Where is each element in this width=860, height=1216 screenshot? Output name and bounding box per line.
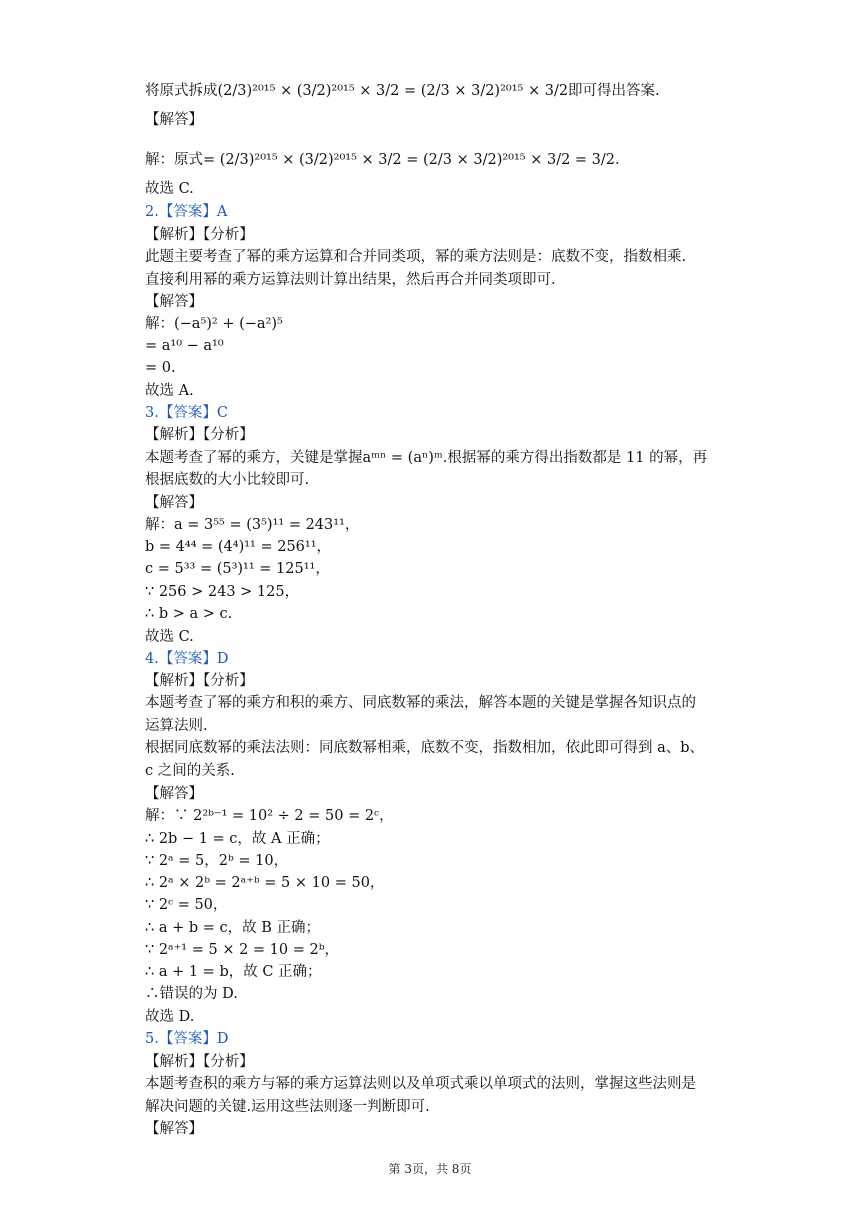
text-line: 【解答】 (145, 294, 203, 310)
text-line: 将原式拆成(2/3)²⁰¹⁵ × (3/2)²⁰¹⁵ × 3/2 = (2/3 × 3/2)²⁰¹⁵ × 3/2即可得出答案. (145, 83, 660, 99)
text-line: 解决问题的关键.运用这些法则逐一判断即可. (145, 1099, 430, 1115)
text-line: 本题考查了幂的乘方和积的乘方、同底数幂的乘法，解答本题的关键是掌握各知识点的 (145, 695, 696, 711)
text-line: ∴ a + 1 = b，故 C 正确； (145, 964, 322, 980)
text-line: ∴ a + b = c，故 B 正确； (145, 920, 320, 936)
text-line: 本题考查了幂的乘方，关键是掌握aᵐⁿ = (aⁿ)ᵐ.根据幂的乘方得出指数都是 11 的幂，再 (145, 450, 708, 466)
text-line: ∴ 2ᵃ × 2ᵇ = 2ᵃ⁺ᵇ = 5 × 10 = 50， (145, 875, 385, 891)
text-line: ∵ 256 > 243 > 125， (145, 584, 300, 600)
text-line: 故选 C. (145, 629, 194, 645)
text-line: = 0. (145, 360, 176, 376)
text-line: 解：∵ 2²ᵇ⁻¹ = 10² ÷ 2 = 50 = 2ᶜ， (145, 808, 394, 824)
text-line: 解：a = 3⁵⁵ = (3⁵)¹¹ = 243¹¹， (145, 517, 360, 533)
text-line: 【解析】【分析】 (145, 227, 254, 243)
page-footer: 第 3页，共 8页 (388, 1162, 472, 1176)
text-line: 故选 C. (145, 181, 194, 197)
text-line: 直接利用幂的乘方运算法则计算出结果，然后再合并同类项即可. (145, 272, 556, 288)
text-line: ∵ 2ᵃ⁺¹ = 5 × 2 = 10 = 2ᵇ， (145, 942, 340, 958)
text-line: 故选 A. (145, 383, 194, 399)
text-line: 解：(−a⁵)² + (−a²)⁵ (145, 316, 283, 332)
text-line: 故选 D. (145, 1009, 195, 1025)
text-line: 【解答】 (145, 786, 203, 802)
text-line: 【解析】【分析】 (145, 427, 254, 443)
text-line: 【解析】【分析】 (145, 1054, 254, 1070)
text-line: = a¹⁰ − a¹⁰ (145, 338, 224, 354)
text-line: 根据同底数幂的乘法法则：同底数幂相乘，底数不变，指数相加，依此即可得到 a、b、 (145, 740, 705, 756)
text-line: ∴ 2b − 1 = c，故 A 正确； (145, 831, 330, 847)
text-line: 【解答】 (145, 112, 203, 128)
text-line: 根据底数的大小比较即可. (145, 472, 310, 488)
text-line: ∴ b > a > c. (145, 606, 233, 622)
text-line: 此题主要考查了幂的乘方运算和合并同类项，幂的乘方法则是：底数不变，指数相乘. (145, 249, 687, 265)
text-line: b = 4⁴⁴ = (4⁴)¹¹ = 256¹¹， (145, 539, 332, 555)
answer-heading: 5.【答案】D (145, 1031, 229, 1047)
text-line: 本题考查积的乘方与幂的乘方运算法则以及单项式乘以单项式的法则，掌握这些法则是 (145, 1076, 696, 1092)
text-line: 运算法则. (145, 718, 208, 734)
text-line: c = 5³³ = (5³)¹¹ = 125¹¹， (145, 561, 330, 577)
text-line: 【解析】【分析】 (145, 673, 254, 689)
text-line: 解：原式= (2/3)²⁰¹⁵ × (3/2)²⁰¹⁵ × 3/2 = (2/3 × 3/2)²⁰¹⁵ × 3/2 = 3/2. (145, 152, 620, 168)
text-line: ∴错误的为 D. (145, 986, 238, 1002)
text-line: 【解答】 (145, 1121, 203, 1137)
text-line: 【解答】 (145, 495, 203, 511)
answer-heading: 4.【答案】D (145, 651, 229, 667)
text-line: c 之间的关系. (145, 763, 235, 779)
text-line: ∵ 2ᵃ = 5，2ᵇ = 10， (145, 853, 289, 869)
answer-heading: 3.【答案】C (145, 405, 228, 421)
answer-heading: 2.【答案】A (145, 204, 228, 220)
text-line: ∵ 2ᶜ = 50， (145, 897, 228, 913)
